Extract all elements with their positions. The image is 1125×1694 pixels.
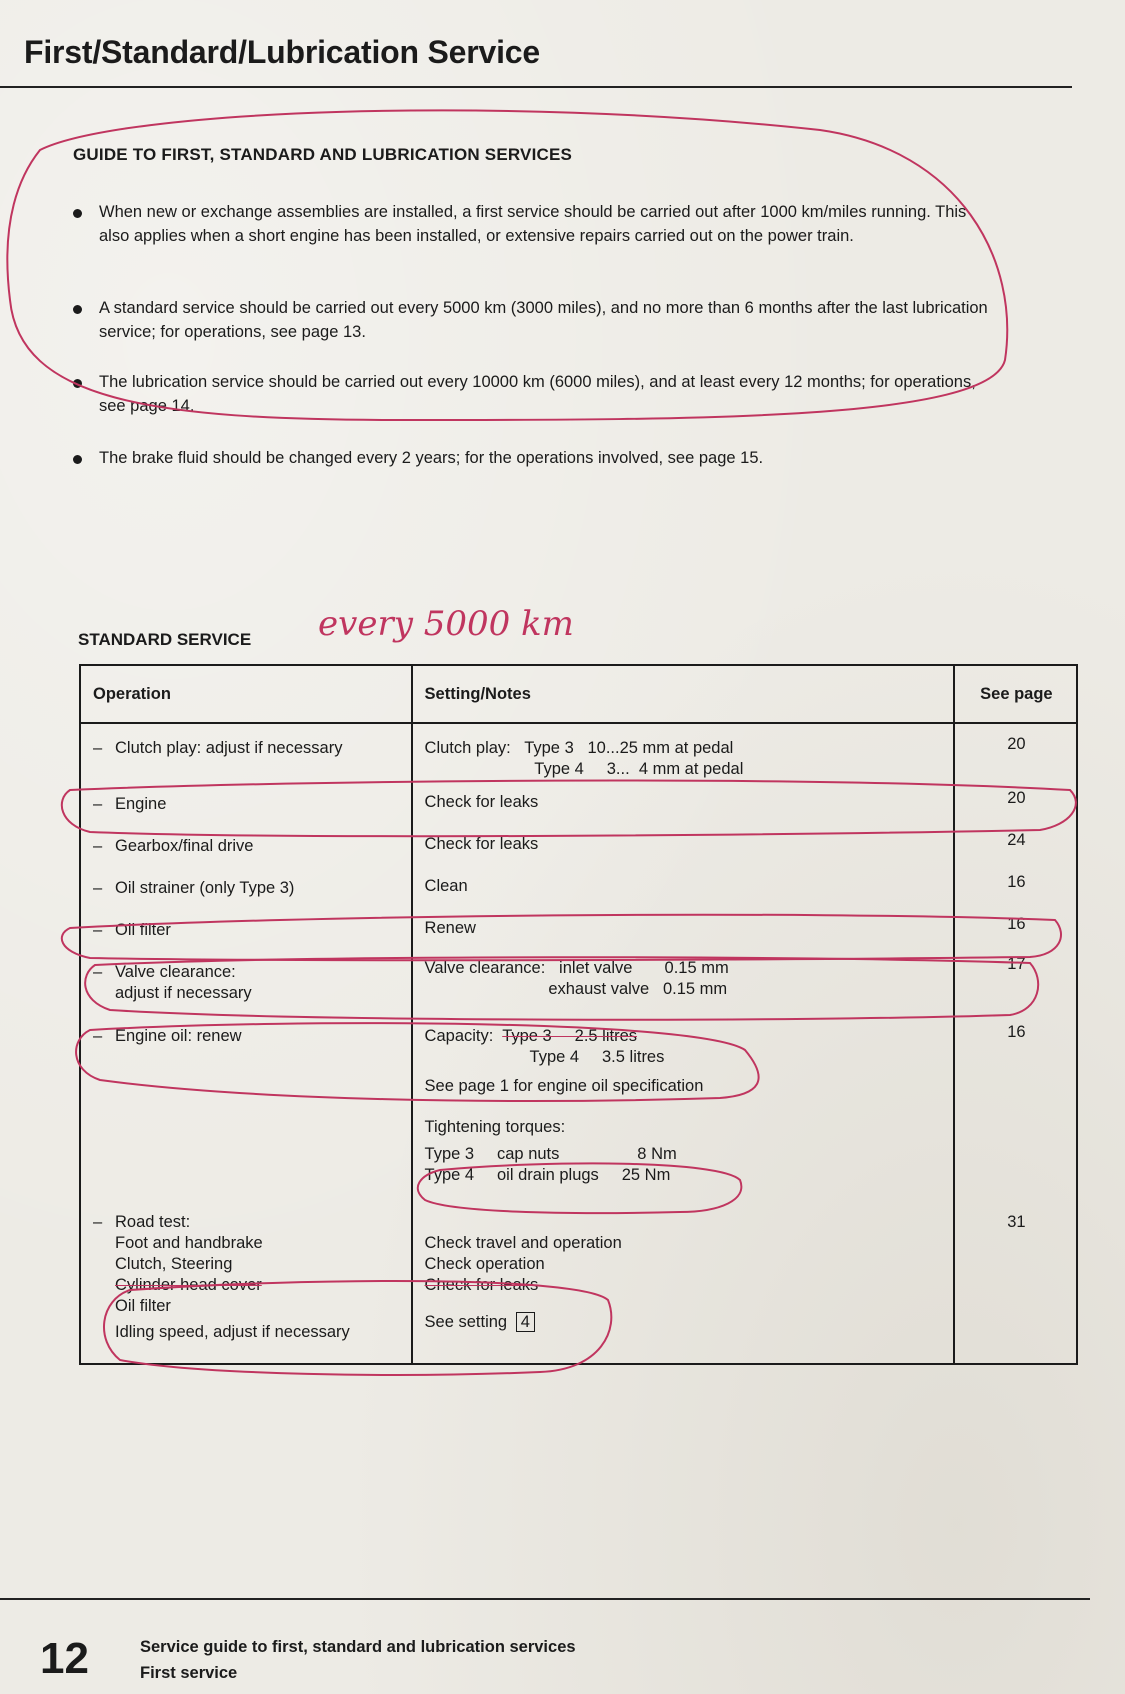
footer-rule bbox=[0, 1598, 1090, 1600]
guide-bullet-text: The brake fluid should be changed every 2 years; for the operations involved, see page 15. bbox=[99, 449, 764, 467]
setting-cell bbox=[412, 912, 954, 954]
table-row bbox=[80, 954, 1077, 1018]
operation-text: Road test: bbox=[115, 1213, 191, 1231]
setting-line: Check for leaks bbox=[424, 1276, 539, 1294]
torque-line: Type 4 oil drain plugs 25 Nm bbox=[424, 1166, 671, 1184]
operation-text: Gearbox/final drive bbox=[115, 837, 254, 855]
setting-cell bbox=[412, 1206, 954, 1364]
guide-bullet-text: When new or exchange assemblies are installed, a first service should be carried out after 1000 km/miles running. This also applies when a short engine has been installed, or extensive repairs carried out on the power train. bbox=[99, 203, 967, 245]
operation-text: Engine bbox=[115, 795, 167, 813]
operation-cell bbox=[80, 870, 412, 912]
column-header-operation: Operation bbox=[80, 665, 412, 723]
operation-text: Idling speed, adjust if necessary bbox=[115, 1323, 350, 1341]
standard-service-table bbox=[79, 664, 1078, 1365]
bullet-dot-icon bbox=[73, 455, 82, 464]
operation-cell bbox=[80, 786, 412, 828]
setting-cell bbox=[412, 723, 954, 786]
operation-cell bbox=[80, 1206, 412, 1364]
footer-line: First service bbox=[140, 1664, 238, 1682]
operation-text: Engine oil: renew bbox=[115, 1027, 242, 1045]
operation-indent bbox=[93, 1275, 115, 1296]
operation-dash: – bbox=[93, 1027, 103, 1045]
operation-line bbox=[93, 1275, 401, 1296]
setting-cell bbox=[412, 870, 954, 912]
operation-indent bbox=[93, 1322, 115, 1343]
operation-line bbox=[93, 1254, 401, 1275]
operation-indent bbox=[93, 1254, 115, 1275]
guide-bullet-text: A standard service should be carried out every 5000 km (3000 miles), and no more than 6 months after the last lubrication service; for operations, see page 13. bbox=[99, 299, 988, 341]
operation-line bbox=[93, 1233, 401, 1254]
setting-line: Renew bbox=[424, 919, 476, 937]
guide-bullet bbox=[73, 296, 999, 344]
table-header-row bbox=[80, 665, 1077, 723]
operation-indent bbox=[93, 1296, 115, 1317]
setting-cell bbox=[412, 954, 954, 1018]
bullet-dot-icon bbox=[73, 379, 82, 388]
table-row bbox=[80, 912, 1077, 954]
operation-indent bbox=[93, 983, 115, 1004]
setting-line: Clutch play: Type 3 10...25 mm at pedal bbox=[424, 739, 734, 757]
operation-line bbox=[93, 920, 401, 941]
operation-line bbox=[93, 1212, 401, 1233]
bullet-dot-icon bbox=[73, 209, 82, 218]
setting-cell bbox=[412, 828, 954, 870]
operation-line bbox=[93, 836, 401, 857]
guide-bullet-text: The lubrication service should be carried out every 10000 km (6000 miles), and at least every 12 months; for operations, see page 14. bbox=[99, 373, 976, 415]
setting-box-number: 4 bbox=[516, 1312, 535, 1332]
oil-spec-note: See page 1 for engine oil specification bbox=[424, 1077, 704, 1095]
setting-line: Check operation bbox=[424, 1255, 545, 1273]
table-row bbox=[80, 1206, 1077, 1364]
setting-line: exhaust valve 0.15 mm bbox=[424, 980, 728, 998]
header-rule bbox=[0, 86, 1072, 88]
standard-service-heading: STANDARD SERVICE bbox=[78, 630, 252, 649]
torque-line: Type 3 cap nuts 8 Nm bbox=[424, 1145, 677, 1163]
operation-indent bbox=[93, 1233, 115, 1254]
page-cell: 31 bbox=[954, 1206, 1077, 1364]
page-title: First/Standard/Lubrication Service bbox=[24, 34, 540, 70]
page-cell: 17 bbox=[954, 954, 1077, 1018]
operation-cell bbox=[80, 723, 412, 786]
table-row bbox=[80, 786, 1077, 828]
operation-cell bbox=[80, 912, 412, 954]
operation-line bbox=[93, 1296, 401, 1317]
setting-reference-label: See setting bbox=[424, 1313, 508, 1331]
setting-cell bbox=[412, 1018, 954, 1206]
operation-cell bbox=[80, 1018, 412, 1206]
table-row bbox=[80, 828, 1077, 870]
operation-line bbox=[93, 794, 401, 815]
page-cell: 16 bbox=[954, 1018, 1077, 1206]
operation-line bbox=[93, 878, 401, 899]
torque-heading: Tightening torques: bbox=[424, 1118, 566, 1136]
setting-line: Check for leaks bbox=[424, 793, 539, 811]
operation-text: Oil strainer (only Type 3) bbox=[115, 879, 295, 897]
page-cell: 16 bbox=[954, 870, 1077, 912]
table-row bbox=[80, 1018, 1077, 1206]
operation-dash: – bbox=[93, 795, 103, 813]
setting-cell bbox=[412, 786, 954, 828]
operation-text: adjust if necessary bbox=[115, 984, 252, 1002]
capacity-type4: Type 4 3.5 litres bbox=[529, 1048, 665, 1066]
page-cell: 20 bbox=[954, 786, 1077, 828]
operation-dash: – bbox=[93, 1213, 103, 1231]
operation-text: Clutch, Steering bbox=[115, 1255, 233, 1273]
page-cell: 24 bbox=[954, 828, 1077, 870]
handwritten-note: every 5000 km bbox=[318, 604, 574, 644]
operation-line bbox=[93, 1026, 401, 1047]
setting-reference bbox=[425, 1312, 943, 1333]
operation-line bbox=[93, 738, 401, 759]
column-header-page: See page bbox=[954, 665, 1077, 723]
table-row bbox=[80, 870, 1077, 912]
operation-dash: – bbox=[93, 963, 103, 981]
setting-line: Check travel and operation bbox=[424, 1234, 622, 1252]
operation-line bbox=[93, 1322, 401, 1343]
operation-cell bbox=[80, 828, 412, 870]
operation-text: Clutch play: adjust if necessary bbox=[115, 739, 343, 757]
table-row bbox=[80, 723, 1077, 786]
operation-text: Foot and handbrake bbox=[115, 1234, 263, 1252]
bullet-dot-icon bbox=[73, 305, 82, 314]
operation-dash: – bbox=[93, 739, 103, 757]
operation-line bbox=[93, 983, 401, 1004]
operation-dash: – bbox=[93, 921, 103, 939]
setting-line: Type 4 3... 4 mm at pedal bbox=[424, 760, 744, 778]
guide-bullet bbox=[73, 370, 999, 418]
capacity-label: Capacity: bbox=[424, 1027, 494, 1045]
operation-text: Oil filter bbox=[115, 1297, 171, 1315]
guide-bullet bbox=[73, 446, 999, 470]
capacity-line bbox=[425, 1026, 943, 1047]
guide-bullet bbox=[73, 200, 999, 248]
footer-line: Service guide to first, standard and lubrication services bbox=[140, 1638, 576, 1656]
setting-line: Check for leaks bbox=[424, 835, 539, 853]
page-cell: 20 bbox=[954, 723, 1077, 786]
page-cell: 16 bbox=[954, 912, 1077, 954]
column-header-setting: Setting/Notes bbox=[412, 665, 954, 723]
operation-line bbox=[93, 962, 401, 983]
operation-text: Cylinder head cover bbox=[115, 1276, 262, 1294]
guide-heading: GUIDE TO FIRST, STANDARD AND LUBRICATION SERVICES bbox=[73, 145, 573, 164]
page-number: 12 bbox=[40, 1634, 89, 1683]
operation-dash: – bbox=[93, 879, 103, 897]
operation-text: Valve clearance: bbox=[115, 963, 236, 981]
setting-line: Valve clearance: inlet valve 0.15 mm bbox=[424, 959, 729, 977]
setting-line: Clean bbox=[424, 877, 468, 895]
capacity-type3: Type 3 2.5 litres bbox=[502, 1027, 638, 1045]
operation-cell bbox=[80, 954, 412, 1018]
operation-text: Oil filter bbox=[115, 921, 171, 939]
operation-dash: – bbox=[93, 837, 103, 855]
